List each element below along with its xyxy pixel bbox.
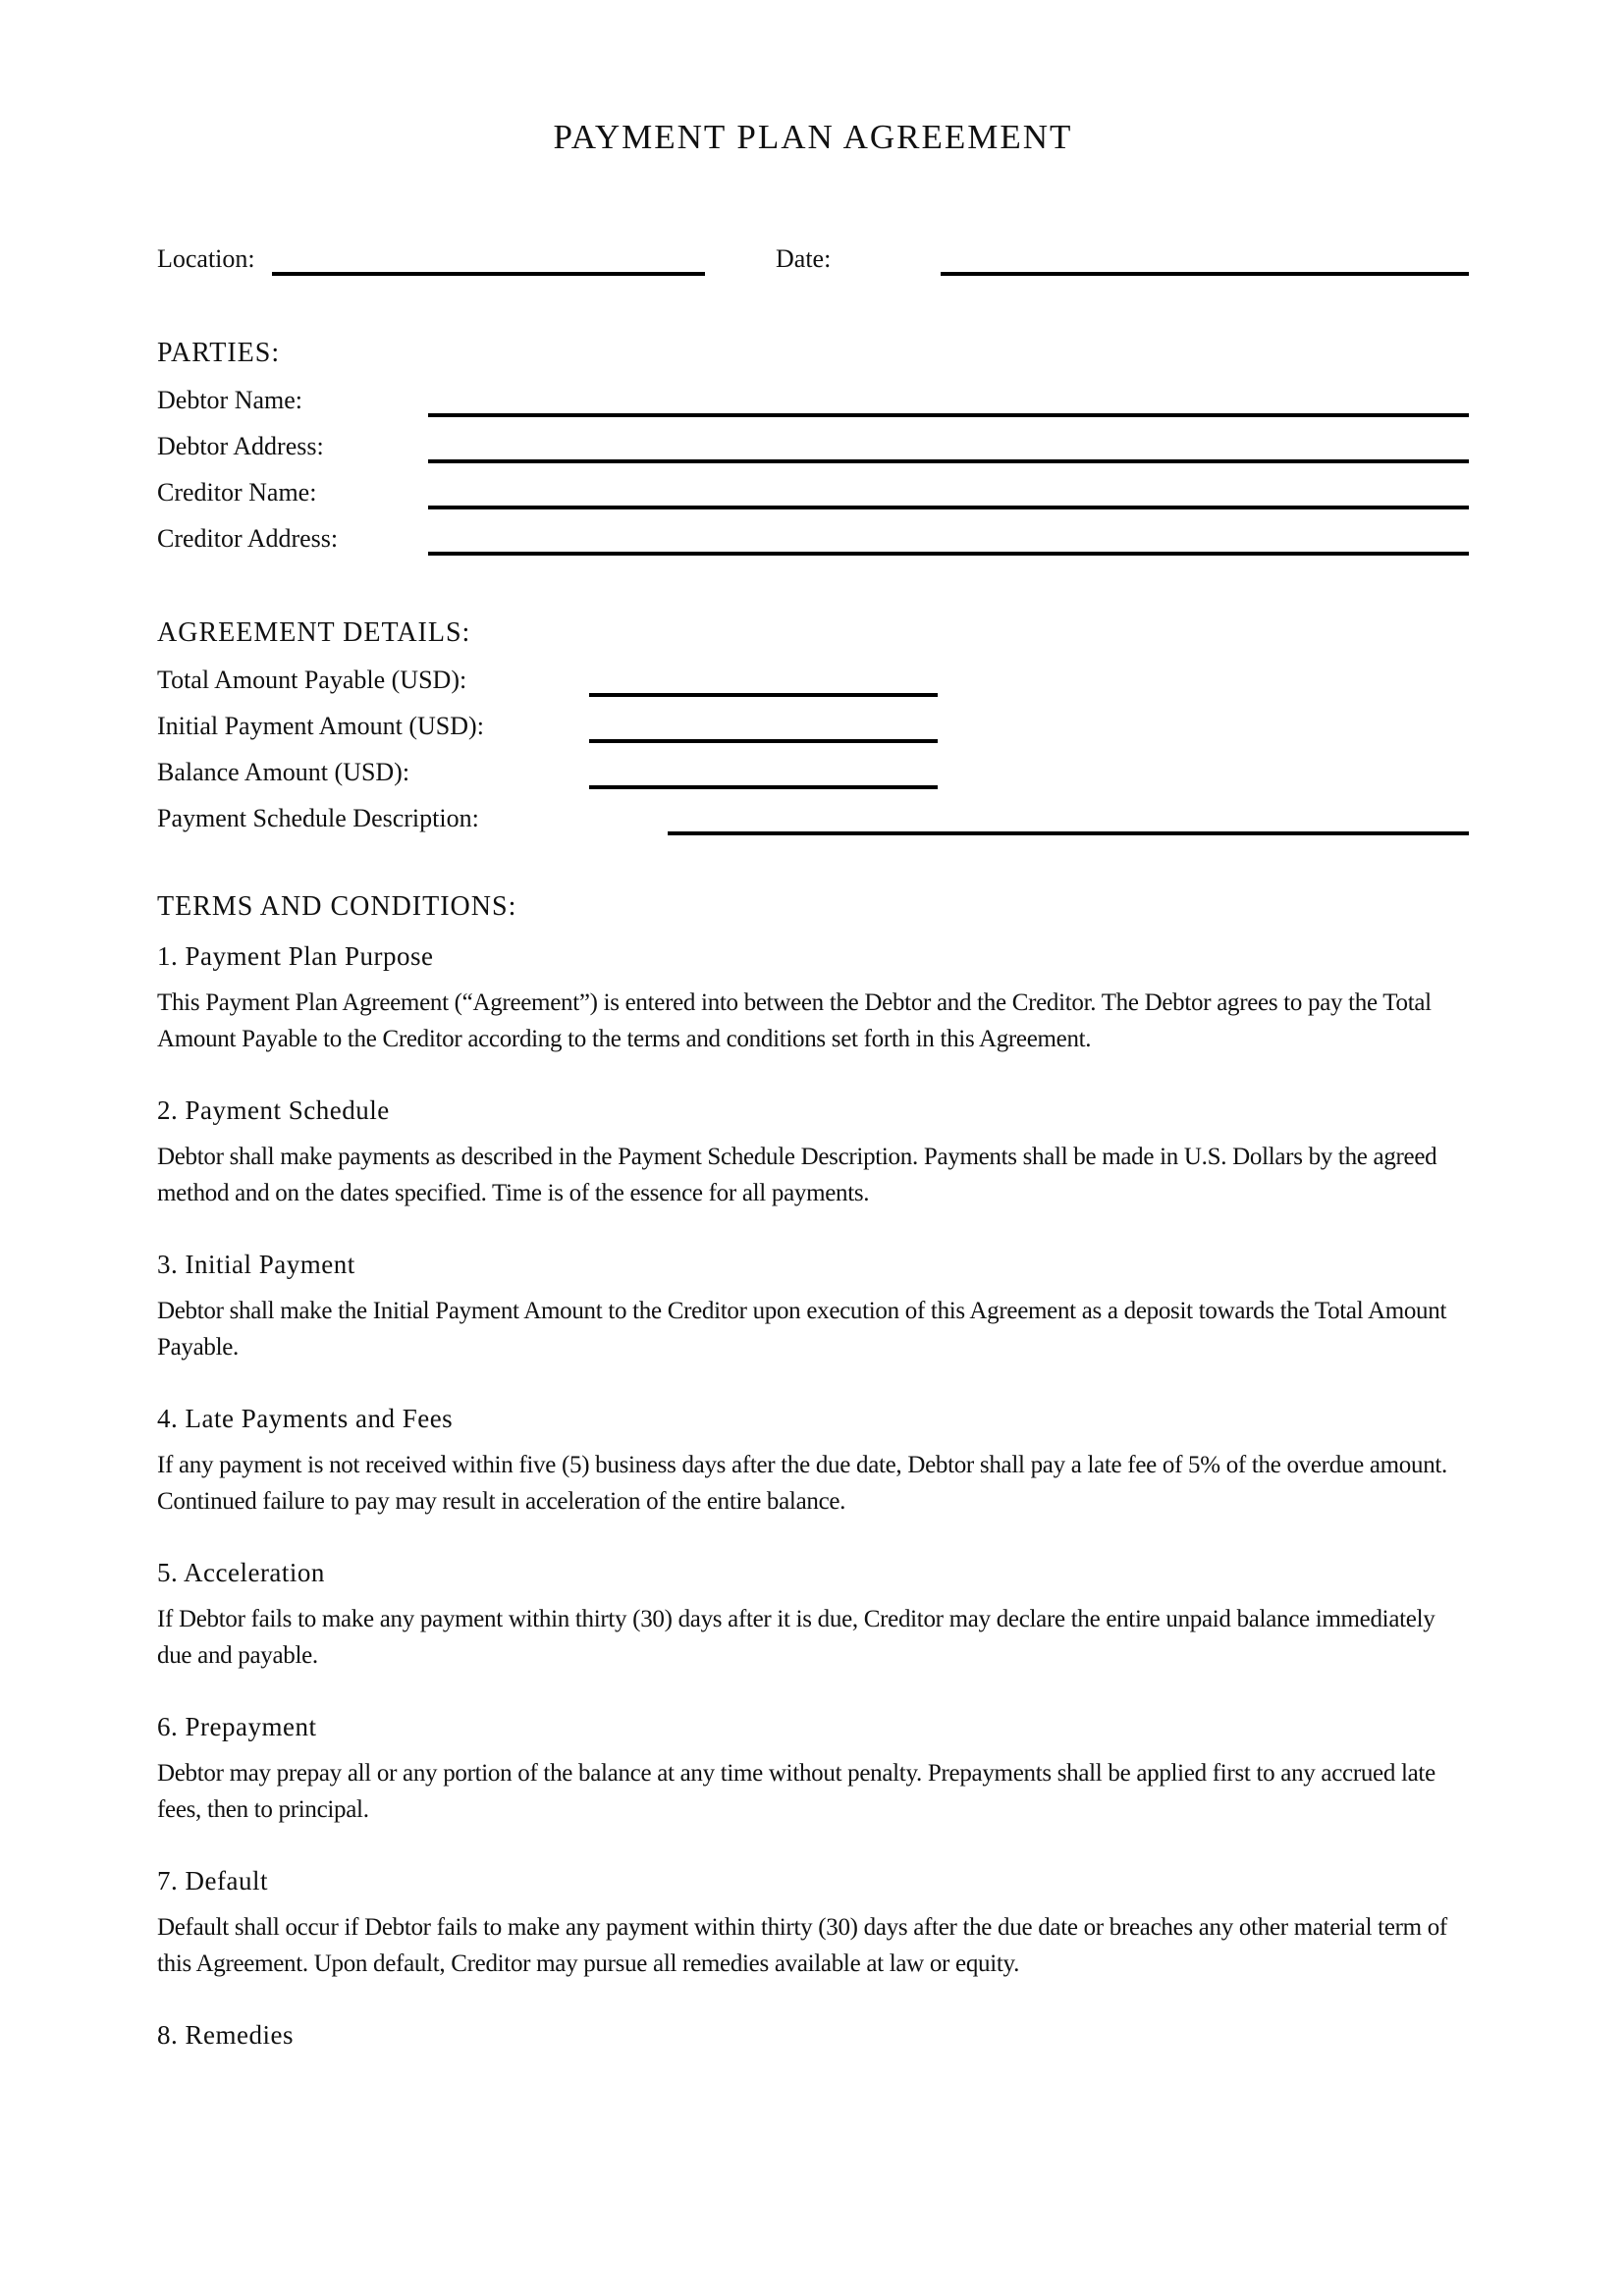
date-input-line[interactable] bbox=[941, 272, 1469, 276]
section-3-heading: 3. Initial Payment bbox=[157, 1250, 355, 1279]
payment-schedule-input-line[interactable] bbox=[668, 831, 1469, 835]
agreement-details-heading: AGREEMENT DETAILS: bbox=[157, 617, 471, 648]
section-7-heading: 7. Default bbox=[157, 1866, 268, 1896]
creditor-name-row bbox=[157, 463, 1469, 509]
location-input-line[interactable] bbox=[272, 272, 705, 276]
section-5-body: If Debtor fails to make any payment within thirty (30) days after it is due, Creditor may declare the entire unpaid balance immediately due and payable. bbox=[157, 1606, 1435, 1669]
section-4-body: If any payment is not received within five (5) business days after the due date, Debtor shall pay a late fee of 5% of the overdue amount. Continued failure to pay may result in acceleration of the entire balance. bbox=[157, 1452, 1447, 1515]
total-amount-input-line[interactable] bbox=[589, 693, 938, 697]
total-amount-label: Total Amount Payable (USD): bbox=[157, 666, 467, 694]
section-7-body: Default shall occur if Debtor fails to make any payment within thirty (30) days after the due date or breaches any other material term of this Agreement. Upon default, Creditor may pursue all remedies available at law or equity. bbox=[157, 1914, 1447, 1977]
date-label: Date: bbox=[776, 244, 832, 273]
parties-heading: PARTIES: bbox=[157, 338, 281, 368]
section-4-heading: 4. Late Payments and Fees bbox=[157, 1404, 454, 1433]
initial-payment-label: Initial Payment Amount (USD): bbox=[157, 712, 484, 740]
initial-payment-row bbox=[157, 697, 1469, 743]
section-2-body: Debtor shall make payments as described in the Payment Schedule Description. Payments shall be made in U.S. Dollars by the agreed method and on the dates specified. Time is of the essence for all payments. bbox=[157, 1144, 1437, 1206]
section-6-heading: 6. Prepayment bbox=[157, 1712, 317, 1741]
creditor-name-label: Creditor Name: bbox=[157, 478, 317, 507]
location-label: Location: bbox=[157, 244, 255, 273]
balance-amount-input-line[interactable] bbox=[589, 785, 938, 789]
section-8-heading: 8. Remedies bbox=[157, 2020, 294, 2050]
section-1-heading: 1. Payment Plan Purpose bbox=[157, 941, 434, 971]
document-title: PAYMENT PLAN AGREEMENT bbox=[553, 118, 1073, 156]
debtor-address-input-line[interactable] bbox=[428, 459, 1469, 463]
balance-amount-row bbox=[157, 743, 1469, 789]
section-2-heading: 2. Payment Schedule bbox=[157, 1095, 390, 1125]
creditor-name-input-line[interactable] bbox=[428, 506, 1469, 509]
debtor-address-row bbox=[157, 417, 1469, 463]
debtor-name-input-line[interactable] bbox=[428, 413, 1469, 417]
section-5-heading: 5. Acceleration bbox=[157, 1558, 325, 1587]
terms-heading: TERMS AND CONDITIONS: bbox=[157, 891, 517, 922]
section-3-body: Debtor shall make the Initial Payment Amount to the Creditor upon execution of this Agreement as a deposit towards the Total Amount Payable. bbox=[157, 1298, 1447, 1361]
creditor-address-input-line[interactable] bbox=[428, 552, 1469, 556]
debtor-name-label: Debtor Name: bbox=[157, 386, 303, 414]
creditor-address-label: Creditor Address: bbox=[157, 524, 339, 553]
section-1-body: This Payment Plan Agreement (“Agreement”) is entered into between the Debtor and the Creditor. The Debtor agrees to pay the Total Amount Payable to the Creditor according to the terms and conditions set forth in this Agreement. bbox=[157, 989, 1432, 1052]
section-6-body: Debtor may prepay all or any portion of the balance at any time without penalty. Prepayments shall be applied first to any accrued late fees, then to principal. bbox=[157, 1760, 1435, 1823]
payment-schedule-label: Payment Schedule Description: bbox=[157, 804, 479, 832]
header-fields-row bbox=[157, 230, 1469, 276]
debtor-address-label: Debtor Address: bbox=[157, 432, 324, 460]
total-amount-row bbox=[157, 651, 1469, 697]
balance-amount-label: Balance Amount (USD): bbox=[157, 758, 410, 786]
payment-schedule-row bbox=[157, 789, 1469, 835]
initial-payment-input-line[interactable] bbox=[589, 739, 938, 743]
debtor-name-row bbox=[157, 371, 1469, 417]
creditor-address-row bbox=[157, 509, 1469, 556]
